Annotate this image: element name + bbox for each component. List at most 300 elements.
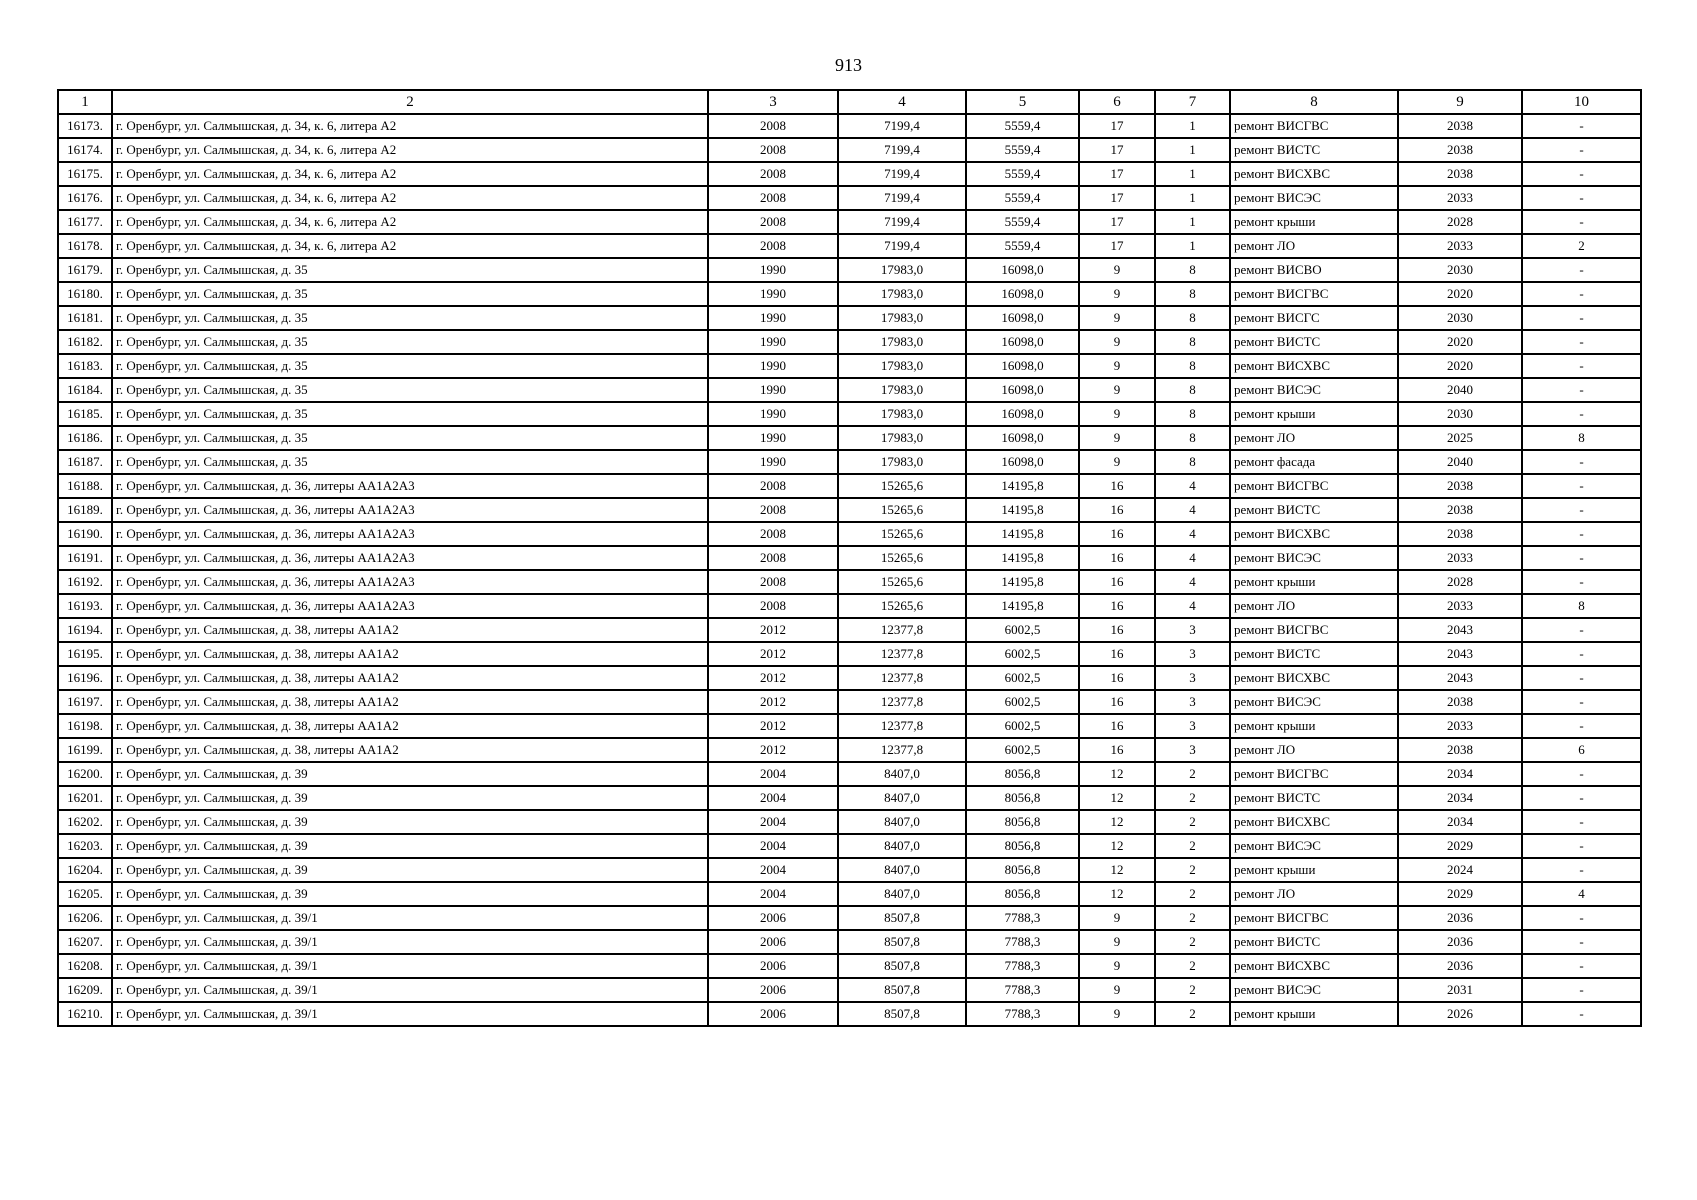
table-row [58, 498, 1641, 522]
cell-entrances: 4 [1155, 474, 1230, 498]
table-row [58, 210, 1641, 234]
cell-total-area: 8507,8 [838, 954, 966, 978]
cell-total-area: 15265,6 [838, 570, 966, 594]
cell-entrances: 4 [1155, 546, 1230, 570]
cell-planned-year: 2024 [1398, 858, 1522, 882]
cell-floors: 9 [1079, 378, 1155, 402]
cell-entrances: 8 [1155, 282, 1230, 306]
cell-row-number: 16191. [58, 546, 112, 570]
cell-living-area: 16098,0 [966, 426, 1079, 450]
cell-row-number: 16183. [58, 354, 112, 378]
table-row [58, 186, 1641, 210]
cell-year-built: 2006 [708, 954, 838, 978]
cell-work-type: ремонт крыши [1230, 570, 1398, 594]
cell-row-number: 16204. [58, 858, 112, 882]
cell-work-type: ремонт ВИСГВС [1230, 282, 1398, 306]
cell-units: - [1522, 354, 1641, 378]
cell-planned-year: 2030 [1398, 402, 1522, 426]
cell-year-built: 2008 [708, 522, 838, 546]
cell-work-type: ремонт крыши [1230, 1002, 1398, 1026]
cell-year-built: 2012 [708, 666, 838, 690]
cell-work-type: ремонт ВИСГВС [1230, 762, 1398, 786]
cell-year-built: 1990 [708, 258, 838, 282]
cell-row-number: 16177. [58, 210, 112, 234]
table-row [58, 906, 1641, 930]
cell-living-area: 6002,5 [966, 642, 1079, 666]
table-row [58, 258, 1641, 282]
cell-total-area: 15265,6 [838, 522, 966, 546]
cell-row-number: 16187. [58, 450, 112, 474]
cell-planned-year: 2038 [1398, 162, 1522, 186]
cell-total-area: 8407,0 [838, 762, 966, 786]
table-row [58, 762, 1641, 786]
cell-units: - [1522, 114, 1641, 138]
cell-living-area: 6002,5 [966, 690, 1079, 714]
table-header [58, 90, 1641, 114]
cell-living-area: 7788,3 [966, 930, 1079, 954]
cell-living-area: 7788,3 [966, 1002, 1079, 1026]
cell-living-area: 16098,0 [966, 306, 1079, 330]
cell-floors: 16 [1079, 594, 1155, 618]
column-header: 5 [966, 90, 1079, 114]
cell-floors: 17 [1079, 114, 1155, 138]
cell-living-area: 5559,4 [966, 114, 1079, 138]
cell-work-type: ремонт ВИСВО [1230, 258, 1398, 282]
cell-address: г. Оренбург, ул. Салмышская, д. 39 [112, 858, 708, 882]
cell-total-area: 7199,4 [838, 186, 966, 210]
cell-entrances: 3 [1155, 738, 1230, 762]
column-header: 3 [708, 90, 838, 114]
cell-total-area: 17983,0 [838, 378, 966, 402]
column-header: 1 [58, 90, 112, 114]
table-row [58, 786, 1641, 810]
cell-planned-year: 2028 [1398, 210, 1522, 234]
cell-row-number: 16178. [58, 234, 112, 258]
table-row [58, 930, 1641, 954]
cell-living-area: 5559,4 [966, 162, 1079, 186]
cell-floors: 9 [1079, 306, 1155, 330]
cell-address: г. Оренбург, ул. Салмышская, д. 38, литеры АА1А2 [112, 714, 708, 738]
cell-total-area: 12377,8 [838, 618, 966, 642]
cell-entrances: 2 [1155, 954, 1230, 978]
cell-planned-year: 2043 [1398, 642, 1522, 666]
cell-total-area: 7199,4 [838, 138, 966, 162]
cell-work-type: ремонт ВИСТС [1230, 786, 1398, 810]
cell-address: г. Оренбург, ул. Салмышская, д. 39/1 [112, 954, 708, 978]
cell-units: 6 [1522, 738, 1641, 762]
cell-living-area: 6002,5 [966, 738, 1079, 762]
cell-address: г. Оренбург, ул. Салмышская, д. 35 [112, 378, 708, 402]
cell-floors: 17 [1079, 162, 1155, 186]
cell-work-type: ремонт ВИСЭС [1230, 834, 1398, 858]
table-row [58, 618, 1641, 642]
cell-living-area: 16098,0 [966, 378, 1079, 402]
page-number: 913 [835, 55, 862, 75]
cell-work-type: ремонт ВИСТС [1230, 138, 1398, 162]
cell-work-type: ремонт ВИСХВС [1230, 354, 1398, 378]
cell-work-type: ремонт крыши [1230, 714, 1398, 738]
cell-year-built: 2008 [708, 234, 838, 258]
table-row [58, 282, 1641, 306]
cell-total-area: 17983,0 [838, 402, 966, 426]
cell-entrances: 3 [1155, 618, 1230, 642]
cell-year-built: 2008 [708, 498, 838, 522]
table-row [58, 546, 1641, 570]
cell-floors: 9 [1079, 1002, 1155, 1026]
cell-work-type: ремонт ЛО [1230, 234, 1398, 258]
cell-entrances: 4 [1155, 522, 1230, 546]
cell-entrances: 8 [1155, 402, 1230, 426]
cell-total-area: 7199,4 [838, 210, 966, 234]
cell-year-built: 2012 [708, 618, 838, 642]
cell-planned-year: 2038 [1398, 138, 1522, 162]
table-row [58, 858, 1641, 882]
cell-total-area: 7199,4 [838, 234, 966, 258]
cell-work-type: ремонт ЛО [1230, 882, 1398, 906]
table-row [58, 594, 1641, 618]
cell-total-area: 12377,8 [838, 666, 966, 690]
cell-units: 4 [1522, 882, 1641, 906]
cell-row-number: 16205. [58, 882, 112, 906]
cell-address: г. Оренбург, ул. Салмышская, д. 39 [112, 834, 708, 858]
cell-work-type: ремонт ВИСЭС [1230, 690, 1398, 714]
cell-floors: 9 [1079, 954, 1155, 978]
cell-year-built: 1990 [708, 306, 838, 330]
cell-work-type: ремонт ВИСЭС [1230, 186, 1398, 210]
cell-planned-year: 2020 [1398, 282, 1522, 306]
cell-year-built: 2012 [708, 738, 838, 762]
cell-planned-year: 2033 [1398, 714, 1522, 738]
table-row [58, 114, 1641, 138]
cell-units: - [1522, 834, 1641, 858]
cell-year-built: 2004 [708, 882, 838, 906]
cell-address: г. Оренбург, ул. Салмышская, д. 39 [112, 882, 708, 906]
cell-address: г. Оренбург, ул. Салмышская, д. 35 [112, 258, 708, 282]
table-row [58, 738, 1641, 762]
cell-address: г. Оренбург, ул. Салмышская, д. 35 [112, 426, 708, 450]
column-header: 4 [838, 90, 966, 114]
cell-entrances: 1 [1155, 210, 1230, 234]
cell-planned-year: 2020 [1398, 330, 1522, 354]
cell-units: 8 [1522, 426, 1641, 450]
table-row [58, 474, 1641, 498]
cell-living-area: 8056,8 [966, 762, 1079, 786]
cell-units: - [1522, 210, 1641, 234]
cell-floors: 9 [1079, 402, 1155, 426]
cell-floors: 16 [1079, 738, 1155, 762]
cell-planned-year: 2031 [1398, 978, 1522, 1002]
cell-address: г. Оренбург, ул. Салмышская, д. 39 [112, 762, 708, 786]
cell-units: - [1522, 402, 1641, 426]
cell-planned-year: 2020 [1398, 354, 1522, 378]
cell-units: - [1522, 954, 1641, 978]
cell-planned-year: 2029 [1398, 834, 1522, 858]
cell-planned-year: 2040 [1398, 450, 1522, 474]
cell-total-area: 17983,0 [838, 282, 966, 306]
cell-total-area: 8407,0 [838, 786, 966, 810]
cell-work-type: ремонт ЛО [1230, 738, 1398, 762]
cell-entrances: 8 [1155, 306, 1230, 330]
cell-row-number: 16208. [58, 954, 112, 978]
header-row [58, 90, 1641, 114]
cell-entrances: 8 [1155, 258, 1230, 282]
cell-living-area: 14195,8 [966, 474, 1079, 498]
cell-work-type: ремонт ЛО [1230, 594, 1398, 618]
cell-living-area: 8056,8 [966, 882, 1079, 906]
table-row [58, 450, 1641, 474]
cell-entrances: 2 [1155, 978, 1230, 1002]
cell-units: - [1522, 282, 1641, 306]
cell-floors: 9 [1079, 354, 1155, 378]
cell-total-area: 8507,8 [838, 1002, 966, 1026]
table-row [58, 954, 1641, 978]
cell-planned-year: 2036 [1398, 954, 1522, 978]
cell-living-area: 6002,5 [966, 666, 1079, 690]
cell-work-type: ремонт ВИСТС [1230, 498, 1398, 522]
cell-work-type: ремонт ВИСТС [1230, 930, 1398, 954]
cell-row-number: 16189. [58, 498, 112, 522]
cell-units: - [1522, 570, 1641, 594]
cell-living-area: 8056,8 [966, 810, 1079, 834]
cell-address: г. Оренбург, ул. Салмышская, д. 35 [112, 450, 708, 474]
cell-living-area: 14195,8 [966, 594, 1079, 618]
cell-work-type: ремонт ВИСХВС [1230, 666, 1398, 690]
cell-floors: 12 [1079, 786, 1155, 810]
table-row [58, 162, 1641, 186]
cell-row-number: 16194. [58, 618, 112, 642]
cell-floors: 17 [1079, 186, 1155, 210]
cell-address: г. Оренбург, ул. Салмышская, д. 36, литеры АА1А2А3 [112, 522, 708, 546]
cell-units: - [1522, 378, 1641, 402]
cell-address: г. Оренбург, ул. Салмышская, д. 35 [112, 306, 708, 330]
cell-planned-year: 2043 [1398, 618, 1522, 642]
cell-entrances: 2 [1155, 834, 1230, 858]
cell-row-number: 16197. [58, 690, 112, 714]
cell-address: г. Оренбург, ул. Салмышская, д. 38, литеры АА1А2 [112, 642, 708, 666]
cell-work-type: ремонт ВИСГС [1230, 306, 1398, 330]
cell-living-area: 16098,0 [966, 258, 1079, 282]
cell-living-area: 5559,4 [966, 186, 1079, 210]
cell-living-area: 16098,0 [966, 402, 1079, 426]
cell-total-area: 12377,8 [838, 690, 966, 714]
cell-floors: 9 [1079, 978, 1155, 1002]
cell-entrances: 8 [1155, 378, 1230, 402]
cell-row-number: 16206. [58, 906, 112, 930]
cell-living-area: 14195,8 [966, 498, 1079, 522]
table-row [58, 1002, 1641, 1026]
cell-entrances: 8 [1155, 354, 1230, 378]
cell-entrances: 8 [1155, 426, 1230, 450]
cell-planned-year: 2043 [1398, 666, 1522, 690]
cell-entrances: 2 [1155, 906, 1230, 930]
cell-work-type: ремонт ВИСХВС [1230, 522, 1398, 546]
cell-entrances: 1 [1155, 114, 1230, 138]
cell-address: г. Оренбург, ул. Салмышская, д. 35 [112, 354, 708, 378]
cell-floors: 9 [1079, 426, 1155, 450]
cell-units: - [1522, 546, 1641, 570]
cell-entrances: 1 [1155, 186, 1230, 210]
cell-row-number: 16184. [58, 378, 112, 402]
cell-address: г. Оренбург, ул. Салмышская, д. 36, литеры АА1А2А3 [112, 498, 708, 522]
cell-address: г. Оренбург, ул. Салмышская, д. 38, литеры АА1А2 [112, 618, 708, 642]
cell-units: - [1522, 642, 1641, 666]
cell-entrances: 1 [1155, 162, 1230, 186]
cell-address: г. Оренбург, ул. Салмышская, д. 36, литеры АА1А2А3 [112, 594, 708, 618]
cell-address: г. Оренбург, ул. Салмышская, д. 39 [112, 810, 708, 834]
cell-entrances: 2 [1155, 786, 1230, 810]
table-row [58, 690, 1641, 714]
cell-year-built: 2006 [708, 1002, 838, 1026]
cell-row-number: 16193. [58, 594, 112, 618]
cell-total-area: 15265,6 [838, 546, 966, 570]
cell-year-built: 2012 [708, 714, 838, 738]
cell-year-built: 2008 [708, 162, 838, 186]
cell-address: г. Оренбург, ул. Салмышская, д. 39/1 [112, 1002, 708, 1026]
cell-total-area: 8507,8 [838, 930, 966, 954]
cell-address: г. Оренбург, ул. Салмышская, д. 36, литеры АА1А2А3 [112, 570, 708, 594]
cell-year-built: 1990 [708, 354, 838, 378]
cell-planned-year: 2038 [1398, 474, 1522, 498]
cell-total-area: 8407,0 [838, 834, 966, 858]
table-row [58, 666, 1641, 690]
cell-floors: 9 [1079, 258, 1155, 282]
cell-address: г. Оренбург, ул. Салмышская, д. 35 [112, 282, 708, 306]
cell-living-area: 7788,3 [966, 978, 1079, 1002]
cell-row-number: 16179. [58, 258, 112, 282]
cell-units: - [1522, 690, 1641, 714]
cell-year-built: 2006 [708, 906, 838, 930]
cell-total-area: 7199,4 [838, 114, 966, 138]
cell-entrances: 2 [1155, 858, 1230, 882]
cell-floors: 17 [1079, 234, 1155, 258]
cell-entrances: 4 [1155, 570, 1230, 594]
cell-units: - [1522, 714, 1641, 738]
table-row [58, 354, 1641, 378]
table-row [58, 426, 1641, 450]
cell-year-built: 2004 [708, 786, 838, 810]
cell-planned-year: 2030 [1398, 306, 1522, 330]
cell-living-area: 7788,3 [966, 954, 1079, 978]
cell-floors: 12 [1079, 858, 1155, 882]
table-row [58, 378, 1641, 402]
cell-year-built: 2004 [708, 858, 838, 882]
cell-year-built: 1990 [708, 450, 838, 474]
cell-units: - [1522, 666, 1641, 690]
cell-living-area: 6002,5 [966, 618, 1079, 642]
cell-row-number: 16200. [58, 762, 112, 786]
cell-address: г. Оренбург, ул. Салмышская, д. 36, литеры АА1А2А3 [112, 546, 708, 570]
cell-total-area: 15265,6 [838, 498, 966, 522]
column-header: 9 [1398, 90, 1522, 114]
cell-year-built: 2004 [708, 762, 838, 786]
cell-floors: 12 [1079, 810, 1155, 834]
cell-work-type: ремонт ВИСТС [1230, 642, 1398, 666]
column-header: 10 [1522, 90, 1641, 114]
cell-planned-year: 2033 [1398, 186, 1522, 210]
cell-planned-year: 2033 [1398, 546, 1522, 570]
cell-units: - [1522, 474, 1641, 498]
cell-living-area: 5559,4 [966, 234, 1079, 258]
cell-year-built: 2008 [708, 186, 838, 210]
cell-floors: 12 [1079, 882, 1155, 906]
cell-year-built: 2008 [708, 594, 838, 618]
cell-year-built: 1990 [708, 378, 838, 402]
cell-floors: 16 [1079, 474, 1155, 498]
cell-planned-year: 2030 [1398, 258, 1522, 282]
cell-total-area: 8407,0 [838, 858, 966, 882]
cell-living-area: 16098,0 [966, 282, 1079, 306]
cell-entrances: 8 [1155, 450, 1230, 474]
cell-work-type: ремонт ЛО [1230, 426, 1398, 450]
cell-entrances: 3 [1155, 690, 1230, 714]
cell-total-area: 12377,8 [838, 738, 966, 762]
cell-work-type: ремонт ВИСГВС [1230, 114, 1398, 138]
column-header: 8 [1230, 90, 1398, 114]
cell-address: г. Оренбург, ул. Салмышская, д. 38, литеры АА1А2 [112, 738, 708, 762]
cell-row-number: 16180. [58, 282, 112, 306]
cell-row-number: 16176. [58, 186, 112, 210]
cell-row-number: 16174. [58, 138, 112, 162]
cell-address: г. Оренбург, ул. Салмышская, д. 39/1 [112, 930, 708, 954]
cell-planned-year: 2026 [1398, 1002, 1522, 1026]
cell-planned-year: 2029 [1398, 882, 1522, 906]
cell-living-area: 8056,8 [966, 858, 1079, 882]
cell-entrances: 1 [1155, 138, 1230, 162]
cell-floors: 16 [1079, 642, 1155, 666]
cell-planned-year: 2040 [1398, 378, 1522, 402]
cell-address: г. Оренбург, ул. Салмышская, д. 39/1 [112, 978, 708, 1002]
cell-planned-year: 2038 [1398, 498, 1522, 522]
cell-entrances: 4 [1155, 498, 1230, 522]
cell-row-number: 16203. [58, 834, 112, 858]
cell-units: - [1522, 498, 1641, 522]
cell-work-type: ремонт ВИСХВС [1230, 162, 1398, 186]
cell-total-area: 17983,0 [838, 354, 966, 378]
cell-year-built: 1990 [708, 402, 838, 426]
cell-year-built: 2012 [708, 690, 838, 714]
cell-work-type: ремонт крыши [1230, 858, 1398, 882]
cell-units: - [1522, 906, 1641, 930]
cell-row-number: 16199. [58, 738, 112, 762]
cell-work-type: ремонт ВИСЭС [1230, 378, 1398, 402]
cell-work-type: ремонт ВИСХВС [1230, 810, 1398, 834]
cell-units: 2 [1522, 234, 1641, 258]
cell-planned-year: 2038 [1398, 522, 1522, 546]
column-header: 2 [112, 90, 708, 114]
cell-entrances: 2 [1155, 762, 1230, 786]
cell-units: - [1522, 930, 1641, 954]
cell-floors: 16 [1079, 690, 1155, 714]
cell-floors: 16 [1079, 714, 1155, 738]
cell-work-type: ремонт ВИСЭС [1230, 978, 1398, 1002]
cell-year-built: 1990 [708, 426, 838, 450]
cell-total-area: 8407,0 [838, 882, 966, 906]
cell-entrances: 2 [1155, 882, 1230, 906]
cell-living-area: 14195,8 [966, 522, 1079, 546]
cell-work-type: ремонт крыши [1230, 402, 1398, 426]
cell-floors: 9 [1079, 906, 1155, 930]
cell-entrances: 3 [1155, 666, 1230, 690]
table-row [58, 642, 1641, 666]
cell-total-area: 15265,6 [838, 594, 966, 618]
cell-total-area: 7199,4 [838, 162, 966, 186]
cell-address: г. Оренбург, ул. Салмышская, д. 39 [112, 786, 708, 810]
table-row [58, 306, 1641, 330]
cell-row-number: 16190. [58, 522, 112, 546]
cell-year-built: 2006 [708, 978, 838, 1002]
cell-units: - [1522, 162, 1641, 186]
cell-living-area: 7788,3 [966, 906, 1079, 930]
